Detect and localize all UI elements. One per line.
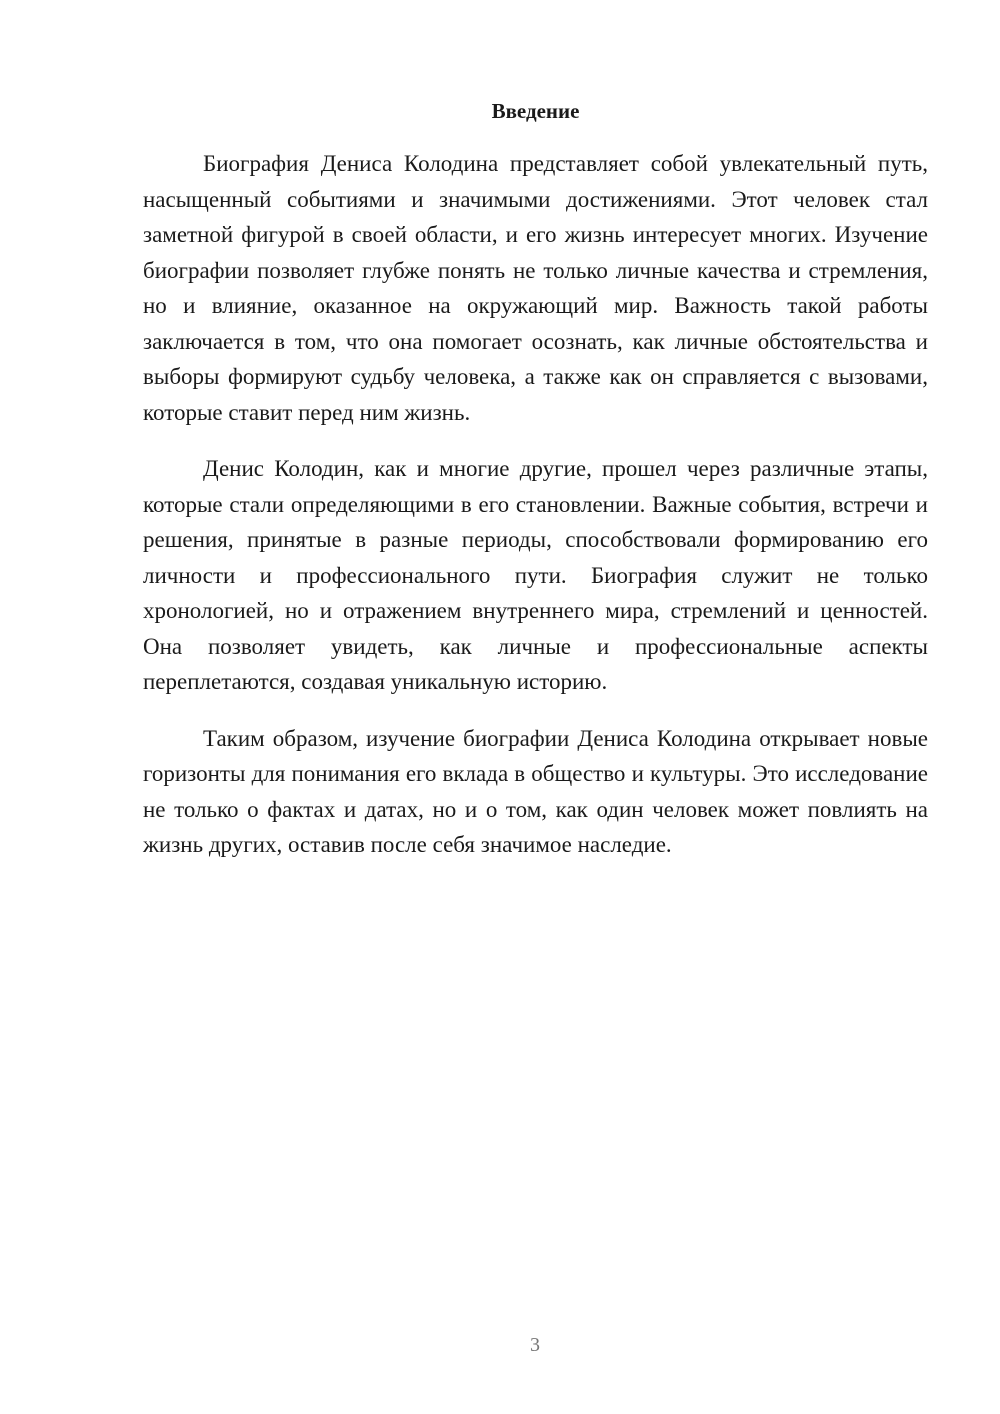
paragraph-3: Таким образом, изучение биографии Дениса Колодина открывает новые горизонты для понимания его вклада в общество и культуры. Это исследование не только о фактах и датах, но и о том, как один человек может повлиять на жизнь других, оставив после себя значимое наследие. — [143, 725, 928, 857]
paragraph-2: Денис Колодин, как и многие другие, прошел через различные этапы, которые стали определяющими в его становлении. Важные события, встречи и решения, принятые в разные периоды, способствовали формированию его личности и профессионального пути. Биография служит не только хронологией, но и отражением внутреннего мира, стремлений и ценностей. Она позволяет увидеть, как личные и профессиональные аспекты переплетаются, создавая уникальную историю. — [143, 456, 928, 694]
section-title: Введение — [491, 99, 580, 123]
page-number: 3 — [530, 1334, 540, 1356]
page-content — [143, 96, 928, 884]
paragraph-1: Биография Дениса Колодина представляет собой увлекательный путь, насыщенный событиями и значимыми достижениями. Этот человек стал заметной фигурой в своей области, и его жизнь интересует многих. Изучение биографии позволяет глубже понять не только личные качества и стремления, но и влияние, оказанное на окружающий мир. Важность такой работы заключается в том, что она помогает осознать, как личные обстоятельства и выборы формируют судьбу человека, а также как он справляется с вызовами, которые ставит перед ним жизнь. — [143, 151, 928, 425]
